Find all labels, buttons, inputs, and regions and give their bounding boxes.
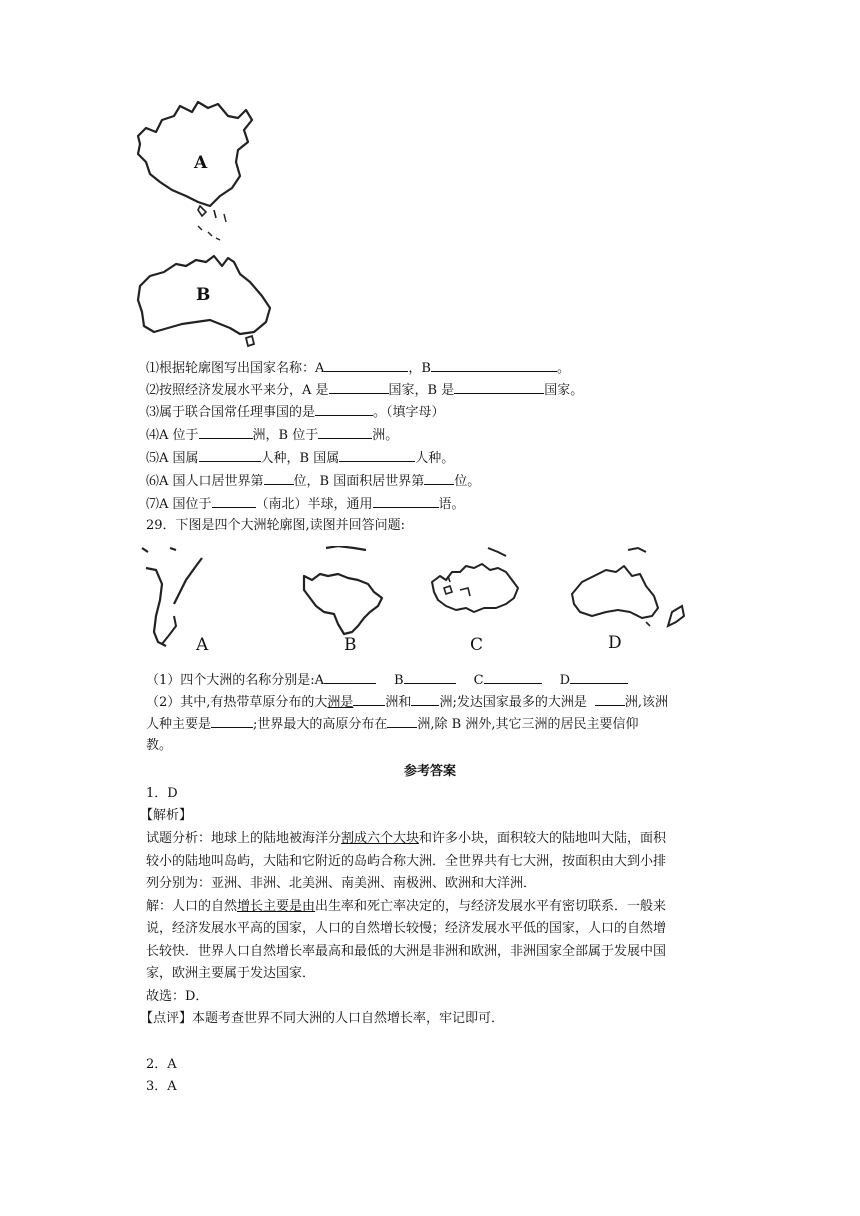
answers-heading: 参考答案 <box>403 764 456 779</box>
answer-2: 2．A <box>146 1057 177 1072</box>
answer-blank[interactable] <box>211 712 253 728</box>
q29-1-c: C <box>473 673 484 688</box>
q28-2-text-mid: 国家，B 是 <box>388 383 455 398</box>
q28-4-text: ⑷A 位于 <box>146 428 199 443</box>
answer-blank[interactable] <box>595 690 625 706</box>
q28-4-text-post: 洲。 <box>372 428 399 443</box>
answer-blank[interactable] <box>324 668 376 684</box>
china-outline-map <box>128 98 263 248</box>
q28-6-text-mid: 位，B 国面积居世界第 <box>293 474 425 489</box>
answer-choice: 故选：D． <box>146 989 209 1004</box>
analysis-para-2-line-3: 长较快．世界人口自然增长率最高和最低的大洲是非洲和欧洲，非洲国家全部属于发展中国 <box>146 944 667 959</box>
answer-blank[interactable] <box>199 446 261 462</box>
answer-blank[interactable] <box>484 668 542 684</box>
q29-2-text-f: ;世界最大的高原分布在 <box>253 717 388 732</box>
q28-6-text: ⑹A 国人口居世界第 <box>146 474 264 489</box>
q29-2-text-b: 洲和 <box>385 695 412 710</box>
q29-1-text: （1）四个大洲的名称分别是:A <box>146 673 325 688</box>
para1-underlined: 割成六个大块 <box>341 831 420 846</box>
continent-map-c <box>426 546 526 656</box>
analysis-para-2-line-4: 家，欧洲主要属于发达国家． <box>146 966 316 981</box>
answer-blank[interactable] <box>329 378 389 394</box>
continent-label-a: A <box>196 635 209 655</box>
para2-text: 解：人口的自然 <box>146 899 238 914</box>
continent-label-b: B <box>344 635 357 655</box>
q28-7-text: ⑺A 国位于 <box>146 497 212 512</box>
analysis-para-1-line-3: 列分别为：亚洲、非洲、北美洲、南美洲、南极洲、欧洲和大洋洲． <box>146 876 537 891</box>
q28-5-text-post: 人种。 <box>415 451 455 466</box>
para2-underlined: 增长主要是由 <box>237 899 316 914</box>
q29-2-underlined: 洲是 <box>327 695 354 710</box>
map-label-a: A <box>194 153 208 173</box>
comment-text: 本题考查世界不同大洲的人口自然增长率，牢记即可． <box>192 1011 505 1026</box>
analysis-para-1-line-1 <box>146 828 666 850</box>
q28-item-4 <box>146 423 398 447</box>
q29-2-text-g: 洲,除 B 洲外,其它三洲的居民主要信仰 <box>417 717 639 732</box>
q28-2-text-post: 国家。 <box>544 383 584 398</box>
analysis-para-1-line-2: 较小的陆地叫岛屿，大陆和它附近的岛屿合称大洲．全世界共有七大洲，按面积由大到小排 <box>146 854 667 869</box>
comment-line <box>140 1008 504 1030</box>
answer-blank[interactable] <box>454 378 544 394</box>
continent-map-d <box>566 546 696 656</box>
q28-3-text-post: 。（填字母） <box>373 405 445 420</box>
q29-2-text-e: 人种主要是 <box>146 717 212 732</box>
answer-1: 1．D <box>146 786 178 801</box>
q28-item-2 <box>146 378 583 402</box>
answer-blank[interactable] <box>212 492 256 508</box>
para2-text-post: 出生率和死亡率决定的，与经济发展水平有密切联系．一般来 <box>315 899 667 914</box>
comment-tag: 【点评】 <box>140 1011 193 1026</box>
q28-2-text: ⑵按照经济发展水平来分，A 是 <box>146 383 329 398</box>
answer-blank[interactable] <box>264 469 294 485</box>
q28-item-5 <box>146 446 454 470</box>
q28-1-text: ⑴根据轮廓图写出国家名称：A <box>146 361 325 376</box>
answer-blank[interactable] <box>387 712 417 728</box>
answer-blank[interactable] <box>315 400 373 416</box>
answer-blank[interactable] <box>353 690 385 706</box>
q29-1-d: D <box>559 673 570 688</box>
q28-item-6 <box>146 469 480 493</box>
q28-5-text-mid: 人种，B 国属 <box>260 451 340 466</box>
map-label-b: B <box>196 285 211 305</box>
q29-2-text-d: 洲,该洲 <box>624 695 668 710</box>
answer-blank[interactable] <box>373 492 439 508</box>
q29-title: 29．下图是四个大洲轮廓图,读图并回答问题: <box>146 518 406 533</box>
q29-2-text-c: 洲;发达国家最多的大洲是 <box>439 695 587 710</box>
continent-map-b <box>298 546 402 656</box>
q29-sub-2-line-2 <box>146 712 639 736</box>
q28-1-text-post: 。 <box>556 361 570 376</box>
answer-blank[interactable] <box>199 423 253 439</box>
q28-6-text-post: 位。 <box>454 474 481 489</box>
q28-item-3 <box>146 400 445 424</box>
analysis-para-2-line-2: 说，经济发展水平高的国家，人口的自然增长较慢；经济发展水平低的国家，人口的自然增 <box>146 921 667 936</box>
analysis-para-2-line-1 <box>146 896 666 918</box>
q28-item-1 <box>146 356 570 380</box>
continent-label-c: C <box>470 635 484 655</box>
para1-text-post: 和许多小块，面积较大的陆地叫大陆，面积 <box>419 831 667 846</box>
q29-2-text: （2）其中,有热带草原分布的大 <box>146 695 328 710</box>
answer-blank[interactable] <box>324 356 408 372</box>
q28-5-text: ⑸A 国属 <box>146 451 199 466</box>
continent-map-a <box>140 546 240 656</box>
para1-text: 试题分析：地球上的陆地被海洋分 <box>146 831 342 846</box>
answer-blank[interactable] <box>424 469 454 485</box>
answer-blank[interactable] <box>570 668 628 684</box>
answer-blank[interactable] <box>411 690 439 706</box>
answer-3: 3．A <box>146 1079 177 1094</box>
answer-blank[interactable] <box>339 446 415 462</box>
q29-sub-2-line-1 <box>146 690 668 714</box>
answer-blank[interactable] <box>318 423 372 439</box>
q28-7-text-mid: （南北）半球，通用 <box>255 497 373 512</box>
q29-sub-2-line-3: 教。 <box>146 738 173 753</box>
continent-label-d: D <box>608 633 622 653</box>
q28-4-text-mid: 洲，B 位于 <box>252 428 319 443</box>
q28-item-7 <box>146 492 465 516</box>
q28-7-text-post: 语。 <box>438 497 465 512</box>
q28-1-text-mid: ，B <box>408 361 431 376</box>
analysis-tag: 【解析】 <box>140 808 193 823</box>
answer-blank[interactable] <box>431 356 557 372</box>
australia-outline-map <box>134 252 284 348</box>
q29-sub-1 <box>146 668 628 692</box>
q29-1-b: B <box>394 673 404 688</box>
q28-3-text: ⑶属于联合国常任理事国的是 <box>146 405 316 420</box>
answer-blank[interactable] <box>404 668 456 684</box>
